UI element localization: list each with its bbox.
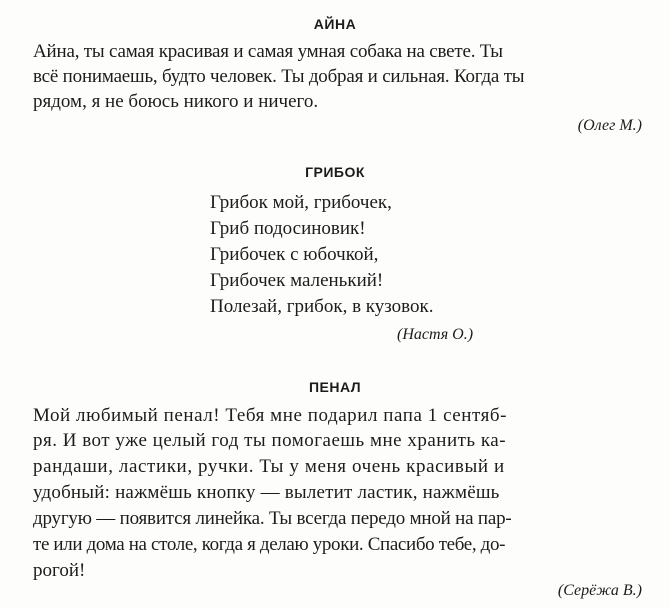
story1-line-3: рядом, я не боюсь никого и ничего. — [33, 91, 319, 112]
story2-title: ГРИБОК — [305, 164, 365, 180]
story1-line-1: Айна, ты самая красивая и самая умная собака на свете. Ты — [33, 41, 503, 62]
story2-author: (Настя О.) — [397, 326, 474, 343]
story3-title: ПЕНАЛ — [308, 379, 362, 395]
story2-line-5: Полезай, грибок, в кузовок. — [210, 296, 434, 317]
story1-author: (Олег М.) — [577, 117, 642, 134]
story2-line-3: Грибочек с юбочкой, — [210, 244, 379, 265]
story3-line-6: те или дома на столе, когда я делаю уроки. Спасибо тебе, до- — [33, 534, 506, 555]
story1-title: АЙНА — [313, 16, 357, 32]
story3-line-2: ря. И вот уже целый год ты помогаешь мне хранить ка- — [33, 430, 507, 451]
story1-line-2: всё понимаешь, будто человек. Ты добрая и сильная. Когда ты — [33, 66, 525, 87]
story3-line-3: рандаши, ластики, ручки. Ты у меня очень красивый и — [33, 456, 505, 477]
story2-line-2: Гриб подосиновик! — [210, 218, 366, 239]
story3-line-4: удобный: нажмёшь кнопку — вылетит ластик, нажмёшь — [33, 482, 500, 503]
story3-line-1: Мой любимый пенал! Тебя мне подарил папа 1 сентяб- — [33, 405, 507, 426]
story3-line-5: другую — появится линейка. Ты всегда передо мной на пар- — [33, 508, 512, 529]
story3-author: (Серёжа В.) — [557, 582, 642, 599]
story2-line-1: Грибок мой, грибочек, — [210, 192, 392, 213]
story2-line-4: Грибочек маленький! — [210, 270, 384, 291]
story3-line-7: рогой! — [33, 560, 86, 581]
